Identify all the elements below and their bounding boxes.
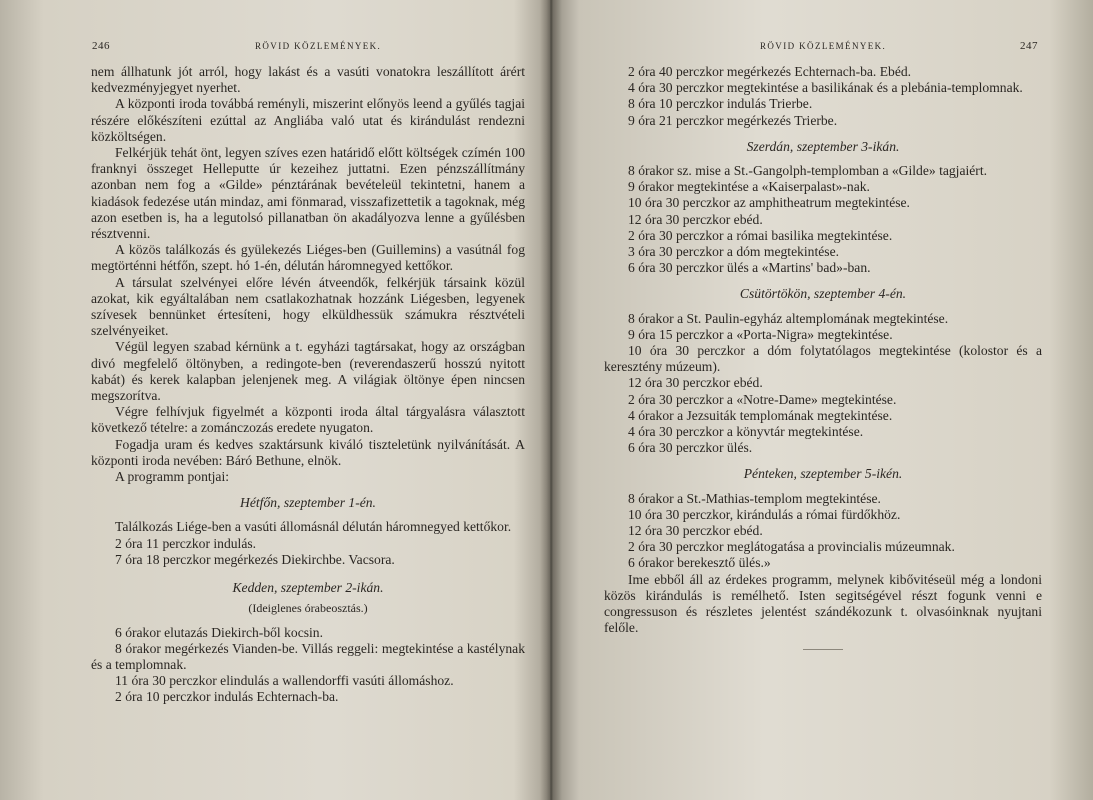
paragraph: Végül legyen szabad kérnünk a t. egyházi tagtársakat, hogy az országban divó megfelelő öltönyben, a redingote-ben (reverendaszerű hosszú nyitott kabát) és kerek kalapban jelenjenek meg. A világiak öltönye épen nincsen megszorítva. bbox=[91, 339, 525, 404]
paragraph: Felkérjük tehát önt, legyen szíves ezen határidő előtt költségek czímén 100 franknyi összeget Helleputte úr kezeihez juttatni. Ezen pénzszállítmány azonban nem fog a «Gilde» pénztárának bevételeül tekintetni, hanem a kiadások fedezése után mindaz, ami fönmarad, visszafizettetik a tagoknak, még azon esetben is, ha a legutolsó pillanatban ön akadályozva lenne a gyűlésben résztvenni. bbox=[91, 145, 525, 242]
schedule-line: 2 óra 11 perczkor indulás. bbox=[115, 535, 257, 551]
closing-paragraph: Ime ebből áll az érdekes programm, melynek kibővitéseül még a londoni közös kirándulás is remélhető. Isten segitségével részt fogunk venni e congressuson és részletes jelentést szándékozunk t. olvasóinknak nyujtani felőle. bbox=[604, 571, 1042, 636]
schedule-line: 2 óra 40 perczkor megérkezés Echternach-ba. Ebéd. bbox=[628, 64, 912, 79]
schedule-line: Találkozás Liége-ben a vasúti állomásnál délután háromnegyed kettőkor. bbox=[115, 519, 512, 535]
schedule-line: 7 óra 18 perczkor megérkezés Diekirchbe. Vacsora. bbox=[115, 551, 395, 567]
schedule-line: 2 óra 30 perczkor meglátogatása a provincialis múzeumnak. bbox=[628, 539, 955, 555]
paragraph: A központi iroda továbbá reményli, miszerint előnyös leend a gyűlés tagjai részére előkészíteni ezúttal az Angliába való utat és kirándulást rendezni közköltségen. bbox=[91, 96, 525, 144]
paragraph: Fogadja uram és kedves szaktársunk kiváló tiszteletünk nyilvánítását. A központi iroda nevében: Báró Bethune, elnök. bbox=[91, 436, 525, 468]
schedule-line: 8 órakor a St. Paulin-egyház altemplomának megtekintése. bbox=[628, 310, 949, 326]
running-head: RÖVID KÖZLEMÉNYEK. bbox=[255, 41, 382, 51]
schedule-line: 6 óra 30 perczkor ülés. bbox=[628, 440, 753, 456]
schedule-note: (Ideiglenes órabeosztás.) bbox=[248, 601, 368, 616]
paragraph: Végre felhívjuk figyelmét a központi iroda által tárgyalásra választott következő tételre: a zománczozás eredete nyugaton. bbox=[91, 404, 525, 436]
page-number: 247 bbox=[1020, 40, 1038, 52]
schedule-line: 8 órakor sz. mise a St.-Gangolph-templomban a «Gilde» tagjaiért. bbox=[628, 163, 988, 179]
schedule-line: 2 óra 10 perczkor indulás Echternach-ba. bbox=[115, 689, 339, 705]
schedule-line: 4 óra 30 perczkor megtekintése a basilikának és a plebánia-templomnak. bbox=[628, 80, 1023, 96]
schedule-line: 8 órakor a St.-Mathias-templom megtekintése. bbox=[628, 490, 881, 506]
schedule-line: 4 óra 30 perczkor a könyvtár megtekintése. bbox=[628, 424, 864, 440]
schedule-line: 9 órakor megtekintése a «Kaiserpalast»-nak. bbox=[628, 179, 870, 195]
schedule-line: 10 óra 30 perczkor az amphitheatrum megtekintése. bbox=[628, 195, 910, 211]
paragraph: A programm pontjai: bbox=[115, 469, 230, 485]
paragraph: A közös találkozás és gyülekezés Liéges-ben (Guillemins) a vasútnál fog megtörténni hétfőn, szept. hó 1-én, délután háromnegyed kettőkor. bbox=[91, 242, 525, 274]
schedule-line: 10 óra 30 perczkor a dóm folytatólagos megtekintése (kolostor és a keresztény múzeum). bbox=[604, 343, 1042, 375]
running-head: RÖVID KÖZLEMÉNYEK. bbox=[760, 41, 887, 51]
day-heading: Hétfőn, szeptember 1-én. bbox=[240, 495, 376, 511]
schedule-line: 6 órakor berekesztő ülés.» bbox=[628, 555, 771, 571]
day-heading: Pénteken, szeptember 5-ikén. bbox=[743, 466, 903, 482]
right-page bbox=[552, 0, 1093, 800]
schedule-line: 12 óra 30 perczkor ebéd. bbox=[628, 211, 763, 227]
schedule-line: 11 óra 30 perczkor elindulás a wallendorffi vasúti állomáshoz. bbox=[115, 673, 454, 689]
page-number: 246 bbox=[92, 40, 110, 52]
schedule-line: 2 óra 30 perczkor a «Notre-Dame» megtekintése. bbox=[628, 391, 897, 407]
schedule-line: 4 órakor a Jezsuiták templomának megtekintése. bbox=[628, 407, 893, 423]
right-body-text bbox=[604, 64, 1042, 650]
schedule-line: 8 órakor megérkezés Vianden-be. Villás reggeli: megtekintése a kastélynak és a templomnak. bbox=[91, 640, 525, 672]
schedule-line: 6 órakor elutazás Diekirch-ből kocsin. bbox=[115, 624, 323, 640]
day-heading: Csütörtökön, szeptember 4-én. bbox=[739, 286, 907, 302]
paragraph: A társulat szelvényei előre lévén átveendők, felkérjük társaink közül azokat, kik egyáltalában nem csatlakozhatnak hozzánk Liégesben, legyenek szívesek bennünket értesíteni, hogy elküldhessük számukra résztvételi szelvényeiket. bbox=[91, 274, 525, 339]
schedule-line: 6 óra 30 perczkor ülés a «Martins' bad»-ban. bbox=[628, 260, 871, 276]
closing-rule bbox=[803, 649, 843, 650]
schedule-line: 3 óra 30 perczkor a dóm megtekintése. bbox=[628, 244, 840, 260]
schedule-line: 9 óra 21 perczkor megérkezés Trierbe. bbox=[628, 112, 838, 128]
paragraph: nem állhatunk jót arról, hogy lakást és a vasúti vonatokra leszállított árért kedvezményjegyet nyerhet. bbox=[91, 64, 525, 96]
schedule-line: 12 óra 30 perczkor ebéd. bbox=[628, 375, 763, 391]
schedule-line: 2 óra 30 perczkor a római basilika megtekintése. bbox=[628, 227, 893, 243]
left-body-text bbox=[91, 64, 525, 706]
schedule-line: 10 óra 30 perczkor, kirándulás a római fürdőkhöz. bbox=[628, 506, 901, 522]
schedule-line: 8 óra 10 perczkor indulás Trierbe. bbox=[628, 96, 813, 112]
day-heading: Szerdán, szeptember 3-ikán. bbox=[746, 138, 900, 154]
schedule-line: 9 óra 15 perczkor a «Porta-Nigra» megtekintése. bbox=[628, 326, 893, 342]
schedule-line: 12 óra 30 perczkor ebéd. bbox=[628, 523, 763, 539]
day-heading: Kedden, szeptember 2-ikán. bbox=[232, 580, 384, 596]
